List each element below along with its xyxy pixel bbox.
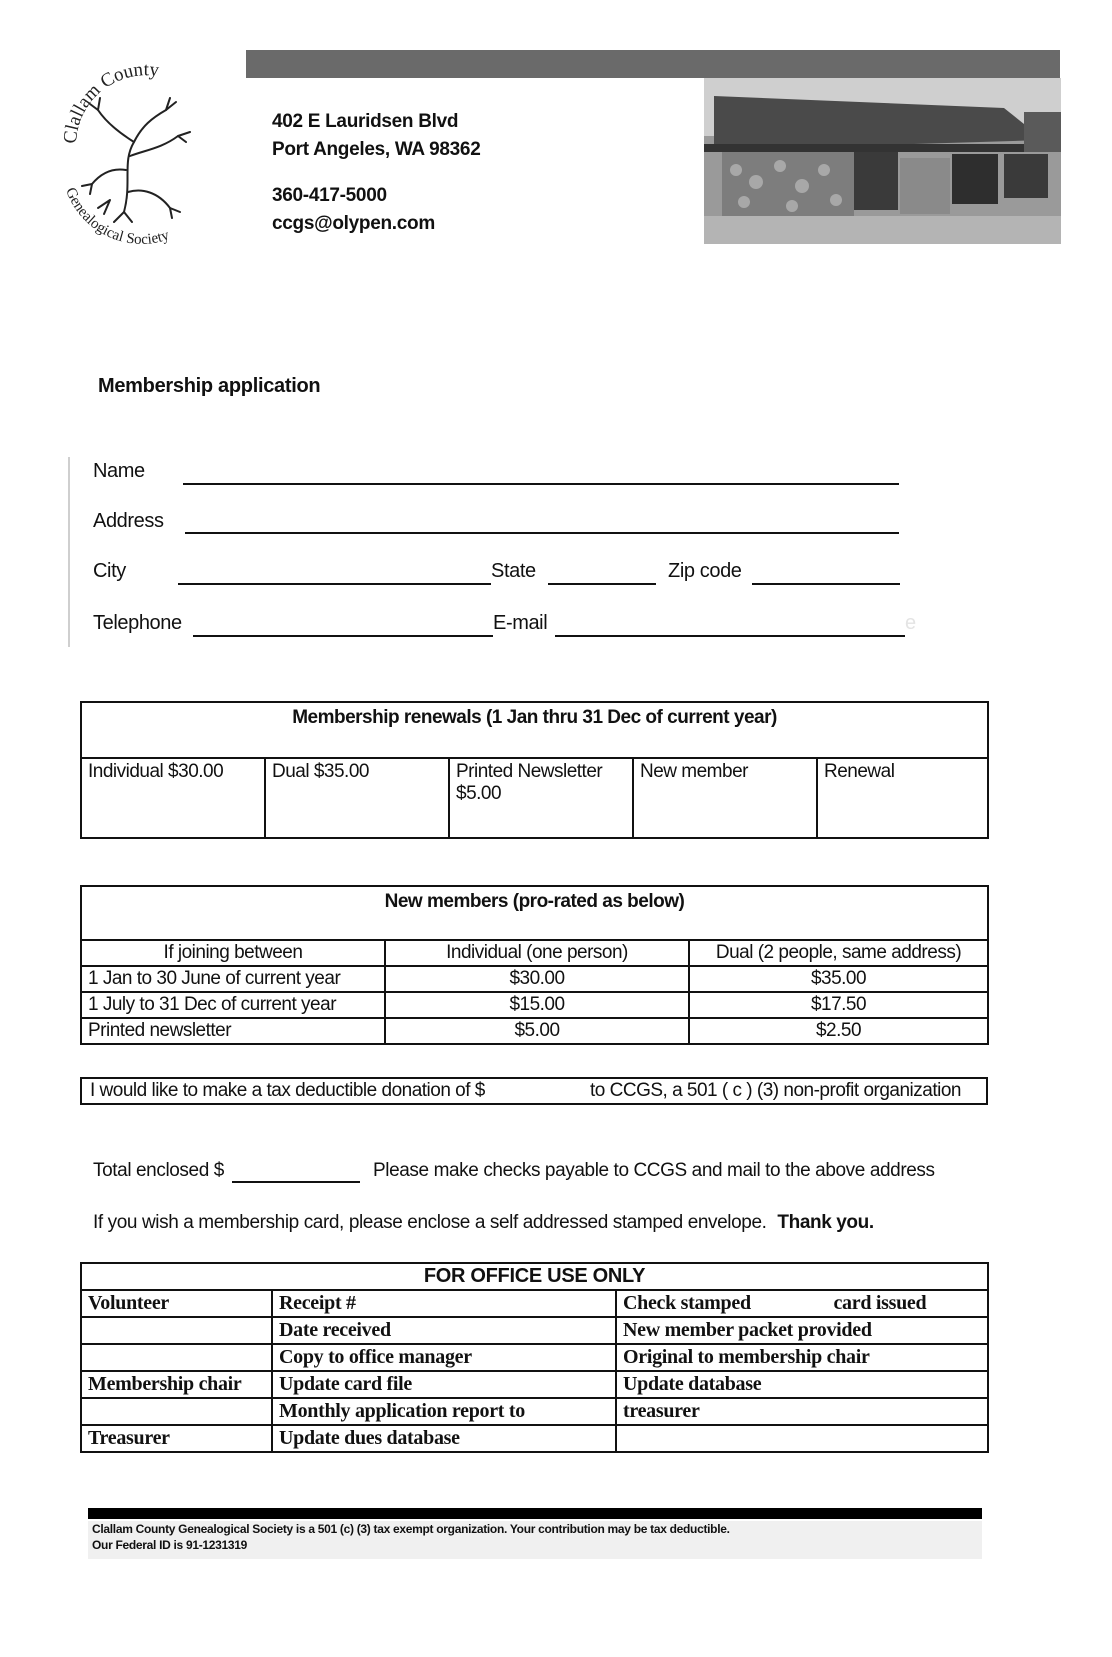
margin-rule — [68, 457, 70, 647]
table-row — [81, 992, 988, 1018]
table-cell: $2.50 — [689, 1018, 988, 1044]
renewal-option-new-member[interactable]: New member — [633, 758, 817, 838]
table-cell — [81, 1317, 272, 1344]
table-cell: Copy to office manager — [272, 1344, 616, 1371]
renewal-option-renewal[interactable]: Renewal — [817, 758, 988, 838]
city-field[interactable] — [178, 583, 491, 585]
total-field[interactable] — [232, 1181, 360, 1183]
contact-block — [272, 108, 480, 238]
page-title: Membership application — [98, 375, 321, 397]
table-row — [81, 1290, 988, 1317]
new-members-header: New members (pro-rated as below) — [81, 886, 988, 940]
office-use-header: FOR OFFICE USE ONLY — [81, 1263, 988, 1290]
address-label: Address — [93, 510, 164, 532]
society-logo — [62, 52, 230, 252]
table-cell: Volunteer — [81, 1290, 272, 1317]
stray-character: e — [905, 612, 917, 634]
email-field[interactable] — [555, 635, 905, 637]
table-cell — [81, 1344, 272, 1371]
table-cell: Printed newsletter — [81, 1018, 385, 1044]
city-label: City — [93, 560, 126, 582]
column-header: If joining between — [81, 940, 385, 966]
address-line1: 402 E Lauridsen Blvd — [272, 111, 459, 132]
table-cell: $15.00 — [385, 992, 689, 1018]
name-label: Name — [93, 460, 145, 482]
address-field[interactable] — [185, 532, 899, 534]
renewals-header: Membership renewals (1 Jan thru 31 Dec of current year) — [81, 702, 988, 758]
table-cell: Date received — [272, 1317, 616, 1344]
logo-bottom-text: Genealogical Society — [62, 185, 172, 249]
state-label: State — [491, 560, 536, 582]
table-row — [81, 1344, 988, 1371]
table-row — [81, 966, 988, 992]
table-row — [81, 1317, 988, 1344]
table-cell: $17.50 — [689, 992, 988, 1018]
table-cell: treasurer — [616, 1398, 988, 1425]
renewals-table — [80, 701, 989, 839]
table-row — [81, 1371, 988, 1398]
email-label: E-mail — [493, 612, 548, 634]
table-cell: $30.00 — [385, 966, 689, 992]
email-address: ccgs@olypen.com — [272, 213, 435, 234]
payment-note: Please make checks payable to CCGS and mail to the above address — [373, 1160, 935, 1181]
table-cell: Receipt # — [272, 1290, 616, 1317]
card-note — [93, 1212, 874, 1234]
zip-field[interactable] — [752, 583, 900, 585]
card-issued-label: card issued — [833, 1292, 927, 1314]
footer-line1: Clallam County Genealogical Society is a 501 (c) (3) tax exempt organization. Your contribution may be tax deductible. — [92, 1522, 730, 1536]
table-cell: 1 Jan to 30 June of current year — [81, 966, 385, 992]
table-cell: Membership chair — [81, 1371, 272, 1398]
table-cell: Update database — [616, 1371, 988, 1398]
footer-bar — [88, 1508, 982, 1519]
total-label: Total enclosed $ — [93, 1160, 224, 1181]
table-cell: $5.00 — [385, 1018, 689, 1044]
table-row — [81, 1398, 988, 1425]
donation-text: I would like to make a tax deductible donation of $ — [90, 1080, 485, 1101]
table-cell — [616, 1425, 988, 1452]
footer-line2: Our Federal ID is 91-1231319 — [92, 1538, 248, 1552]
check-stamped-label: Check stamped — [623, 1292, 751, 1314]
renewal-option-dual[interactable]: Dual $35.00 — [265, 758, 449, 838]
new-members-table — [80, 885, 989, 1045]
state-field[interactable] — [548, 583, 656, 585]
table-cell: Monthly application report to — [272, 1398, 616, 1425]
logo-top-text: Clallam County — [62, 59, 161, 145]
table-cell: Original to membership chair — [616, 1344, 988, 1371]
svg-text:Clallam County — [62, 59, 161, 144]
donation-text-continued: to CCGS, a 501 ( c ) (3) non-profit organization — [590, 1080, 961, 1101]
renewal-option-newsletter[interactable]: Printed Newsletter $5.00 — [449, 758, 633, 838]
table-cell: Treasurer — [81, 1425, 272, 1452]
header-bar — [246, 50, 1060, 78]
renewal-option-individual[interactable]: Individual $30.00 — [81, 758, 265, 838]
building-photo — [704, 78, 1061, 244]
name-field[interactable] — [183, 483, 899, 485]
column-header: Individual (one person) — [385, 940, 689, 966]
zip-label: Zip code — [668, 560, 742, 582]
table-row — [81, 1425, 988, 1452]
table-cell: New member packet provided — [616, 1317, 988, 1344]
table-row — [81, 1018, 988, 1044]
thank-you: Thank you. — [777, 1212, 874, 1233]
donation-box[interactable] — [80, 1077, 988, 1105]
table-cell: Update dues database — [272, 1425, 616, 1452]
column-header: Dual (2 people, same address) — [689, 940, 988, 966]
telephone-field[interactable] — [193, 635, 493, 637]
table-cell: 1 July to 31 Dec of current year — [81, 992, 385, 1018]
table-cell: Update card file — [272, 1371, 616, 1398]
office-use-table — [80, 1262, 989, 1453]
telephone-label: Telephone — [93, 612, 182, 634]
phone-number: 360-417-5000 — [272, 185, 387, 206]
table-cell — [616, 1290, 988, 1317]
footer-note — [88, 1521, 982, 1559]
address-line2: Port Angeles, WA 98362 — [272, 139, 481, 160]
table-cell — [81, 1398, 272, 1425]
card-note-text: If you wish a membership card, please enclose a self addressed stamped envelope. — [93, 1212, 767, 1233]
table-cell: $35.00 — [689, 966, 988, 992]
